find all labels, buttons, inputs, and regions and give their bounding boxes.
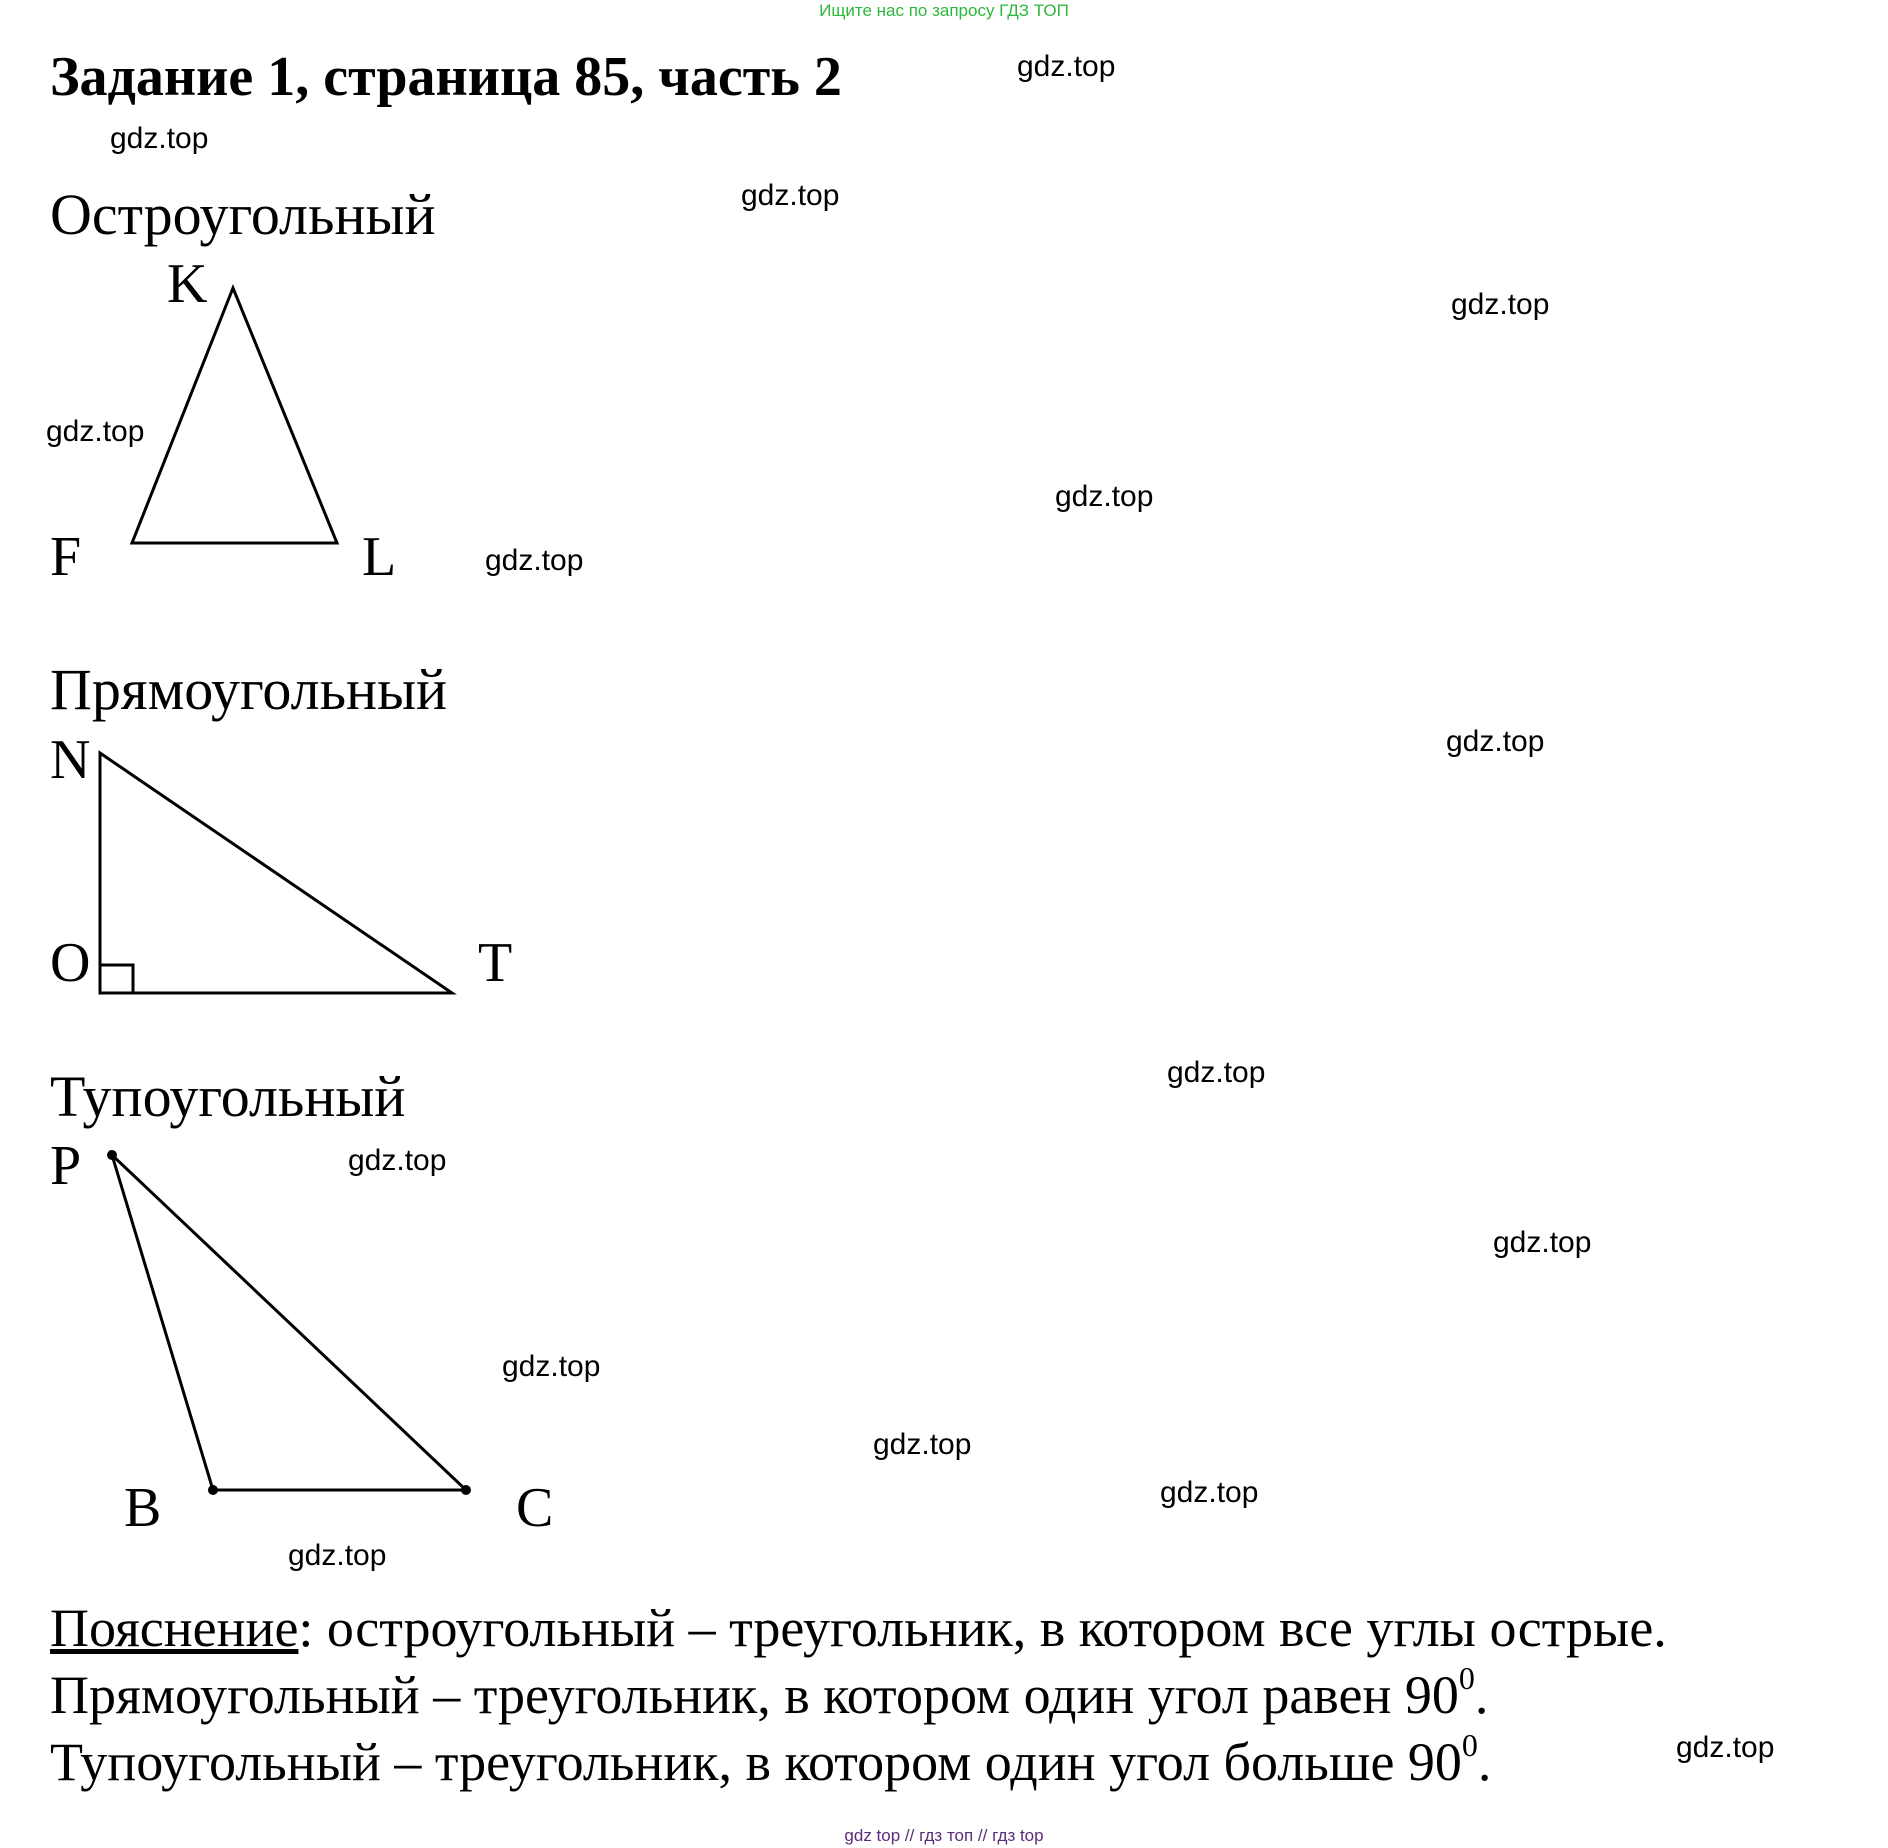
heading-right: Прямоугольный [50,657,448,722]
vertex-K: K [167,253,208,315]
watermark: gdz.top [110,122,209,155]
degree-sup-3: 0 [1461,1727,1478,1763]
triangle-obtuse-shape [112,1155,466,1490]
vertex-B: B [124,1477,162,1539]
vertex-O: O [50,932,91,994]
watermark: gdz.top [741,179,840,212]
page-title: Задание 1, страница 85, часть 2 [50,46,842,108]
watermark: gdz.top [1055,480,1154,513]
explanation-line-3-end: . [1477,1732,1492,1792]
heading-acute: Остроугольный [50,182,436,247]
vertex-T: T [478,932,513,994]
watermark: gdz.top [485,544,584,577]
vertex-N: N [50,729,91,791]
explanation-label: Пояснение [50,1598,299,1658]
watermark: gdz.top [288,1539,387,1572]
point-P [107,1150,117,1160]
watermark: gdz.top [46,415,145,448]
explanation-line-2-end: . [1474,1665,1489,1725]
explanation-line-3 [50,1729,1667,1796]
point-C [461,1485,471,1495]
vertex-C: C [516,1477,554,1539]
watermark: gdz.top [1676,1731,1775,1764]
watermark: gdz.top [502,1350,601,1383]
footer-links[interactable]: gdz top // гдз топ // гдз top [844,1826,1044,1845]
explanation-line-3-text: Тупоугольный – треугольник, в котором один угол больше 90 [50,1732,1462,1792]
watermark: gdz.top [873,1428,972,1461]
watermark: gdz.top [1017,50,1116,83]
explanation-line-2-text: Прямоугольный – треугольник, в котором один угол равен 90 [50,1665,1459,1725]
explanation [50,1595,1667,1796]
vertex-P: P [50,1135,82,1197]
heading-obtuse: Тупоугольный [50,1064,406,1129]
explanation-line-1 [50,1595,1667,1662]
vertex-L: L [362,526,397,588]
explanation-line-1-text: : остроугольный – треугольник, в котором все углы острые. [298,1598,1667,1658]
explanation-line-2 [50,1662,1667,1729]
top-banner[interactable]: Ищите нас по запросу ГДЗ ТОП [819,1,1069,20]
watermark: gdz.top [1451,288,1550,321]
vertex-F: F [50,526,82,588]
point-B [208,1485,218,1495]
degree-sup-2: 0 [1458,1660,1475,1696]
watermark: gdz.top [1493,1226,1592,1259]
watermark: gdz.top [348,1144,447,1177]
watermark: gdz.top [1167,1056,1266,1089]
watermark: gdz.top [1160,1476,1259,1509]
watermark: gdz.top [1446,725,1545,758]
